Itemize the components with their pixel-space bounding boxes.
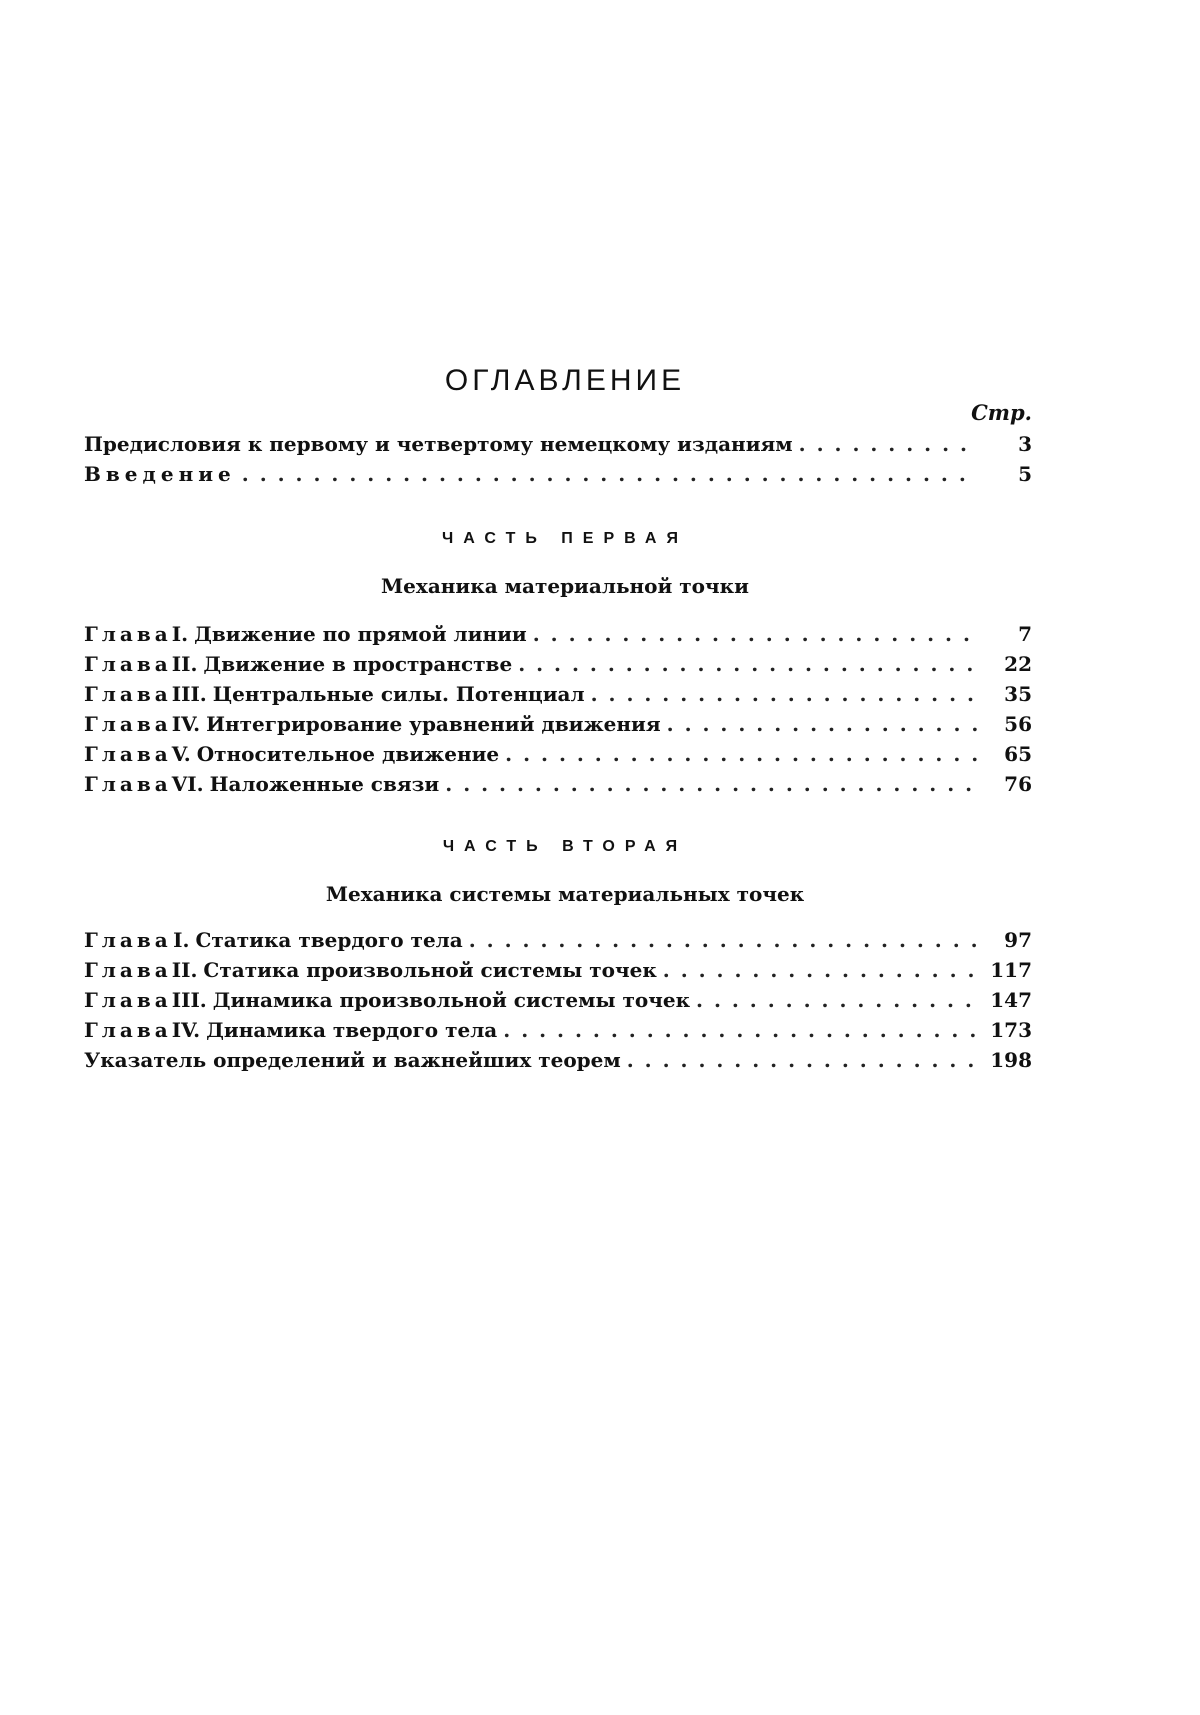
entry-page-number: 117: [990, 958, 1032, 982]
part-two-chapter-list: [84, 928, 1032, 1078]
dot-leader: [627, 1048, 978, 1072]
entry-page-number: 147: [990, 988, 1032, 1012]
chapter-prefix: Глава: [84, 742, 172, 766]
chapter-prefix: Глава: [84, 988, 172, 1012]
toc-entry-part2-chapter1[interactable]: [84, 928, 1032, 958]
part-one-title: Механика материальной точки: [381, 574, 749, 598]
toc-entry-part1-chapter3[interactable]: [84, 682, 1032, 712]
chapter-prefix: Глава: [84, 928, 172, 952]
chapter-prefix: Глава: [84, 682, 172, 706]
front-matter-list: [84, 432, 1032, 492]
chapter-number: VI.: [171, 772, 204, 796]
chapter-prefix: Глава: [84, 958, 172, 982]
dot-leader: [591, 682, 978, 706]
part-two-title: Механика системы материальных точек: [325, 882, 805, 906]
entry-title: Предисловия к первому и четвертому немецкому изданиям: [84, 432, 793, 456]
toc-entry-part2-chapter4[interactable]: [84, 1018, 1032, 1048]
chapter-number: III.: [171, 682, 207, 706]
toc-entry-part1-chapter6[interactable]: [84, 772, 1032, 802]
dot-leader: [663, 958, 978, 982]
dot-leader: [533, 622, 978, 646]
chapter-number: V.: [171, 742, 191, 766]
entry-page-number: 5: [1018, 462, 1032, 486]
dot-leader: [518, 652, 978, 676]
entry-page-number: 3: [1018, 432, 1032, 456]
entry-title: Статика произвольной системы точек: [203, 958, 657, 982]
dot-leader: [696, 988, 978, 1012]
entry-page-number: 97: [1004, 928, 1032, 952]
toc-title: ОГЛАВЛЕНИЕ: [444, 364, 686, 397]
entry-page-number: 65: [1004, 742, 1032, 766]
chapter-prefix: Глава: [84, 712, 172, 736]
chapter-number: IV.: [171, 1018, 201, 1042]
chapter-prefix: Глава: [84, 772, 172, 796]
toc-entry-part2-chapter2[interactable]: [84, 958, 1032, 988]
entry-page-number: 7: [1018, 622, 1032, 646]
part-one-label: ЧАСТЬ ПЕРВАЯ: [442, 530, 688, 547]
entry-title: Движение по прямой линии: [194, 622, 527, 646]
dot-leader: [445, 772, 978, 796]
chapter-number: I.: [171, 622, 189, 646]
chapter-number: IV.: [171, 712, 201, 736]
toc-entry-preface[interactable]: [84, 432, 1032, 462]
part-two-label: ЧАСТЬ ВТОРАЯ: [442, 838, 688, 855]
part-one-chapter-list: [84, 622, 1032, 802]
dot-leader: [242, 462, 978, 486]
entry-page-number: 198: [990, 1048, 1032, 1072]
toc-entry-part2-chapter3[interactable]: [84, 988, 1032, 1018]
toc-entry-introduction[interactable]: [84, 462, 1032, 492]
entry-title: Движение в пространстве: [203, 652, 513, 676]
chapter-number: I.: [173, 928, 190, 952]
dot-leader: [503, 1018, 978, 1042]
entry-page-number: 22: [1004, 652, 1032, 676]
entry-page-number: 173: [990, 1018, 1032, 1042]
entry-page-number: 76: [1004, 772, 1032, 796]
entry-title: Введение: [84, 462, 236, 486]
entry-title: Указатель определений и важнейших теорем: [84, 1048, 621, 1072]
toc-entry-part1-chapter4[interactable]: [84, 712, 1032, 742]
entry-page-number: 56: [1004, 712, 1032, 736]
toc-entry-part1-chapter2[interactable]: [84, 652, 1032, 682]
entry-title: Интегрирование уравнений движения: [206, 712, 661, 736]
entry-title: Статика твердого тела: [195, 928, 463, 952]
entry-title: Динамика произвольной системы точек: [212, 988, 691, 1012]
chapter-prefix: Глава: [84, 622, 172, 646]
chapter-number: II.: [171, 958, 198, 982]
chapter-number: III.: [171, 988, 207, 1012]
chapter-prefix: Глава: [84, 1018, 172, 1042]
page-column-label: Стр.: [971, 400, 1032, 425]
chapter-number: II.: [171, 652, 198, 676]
entry-title: Центральные силы. Потенциал: [212, 682, 585, 706]
entry-page-number: 35: [1004, 682, 1032, 706]
dot-leader: [505, 742, 978, 766]
dot-leader: [469, 928, 978, 952]
chapter-prefix: Глава: [84, 652, 172, 676]
entry-title: Относительное движение: [196, 742, 500, 766]
toc-entry-part1-chapter1[interactable]: [84, 622, 1032, 652]
toc-entry-part1-chapter5[interactable]: [84, 742, 1032, 772]
dot-leader: [799, 432, 978, 456]
toc-entry-index[interactable]: [84, 1048, 1032, 1078]
entry-title: Наложенные связи: [209, 772, 440, 796]
dot-leader: [667, 712, 978, 736]
entry-title: Динамика твердого тела: [206, 1018, 498, 1042]
